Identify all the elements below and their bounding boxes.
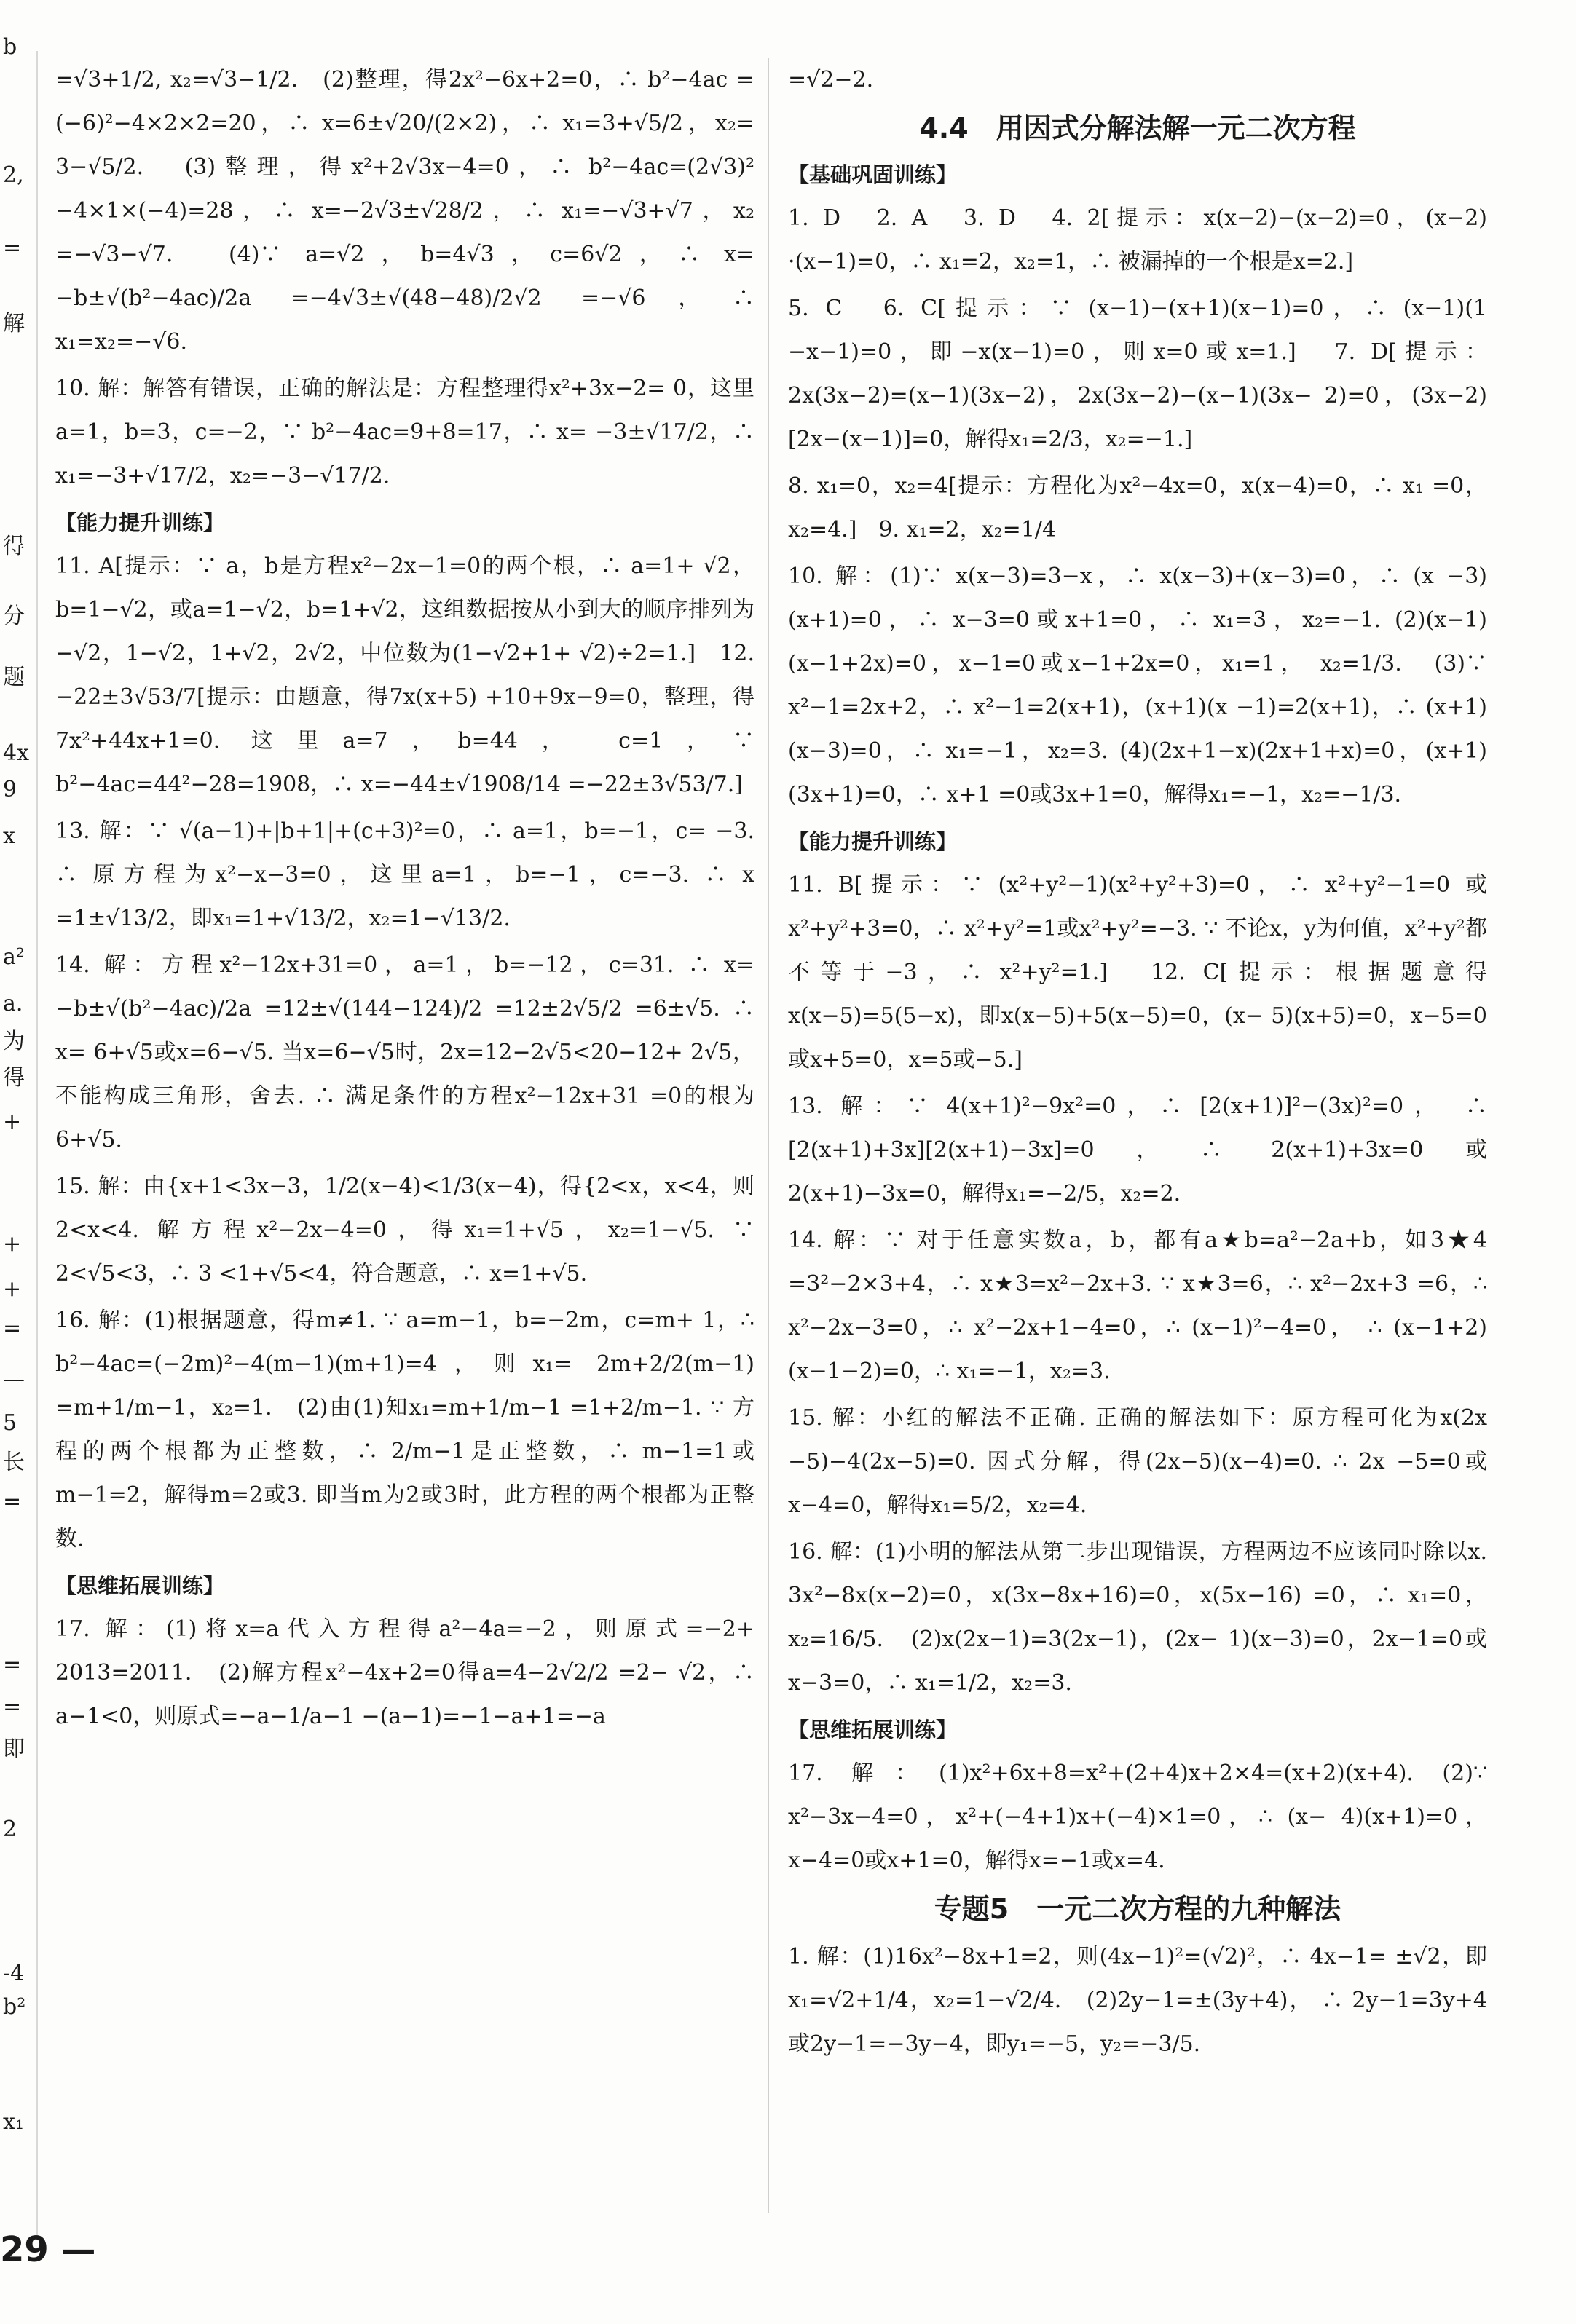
answer-11-12: 11. B[提示：∵ (x²+y²−1)(x²+y²+3)=0，∴ x²+y²−1=0 或x²+y²+3=0，∴ x²+y²=1或x²+y²=−3. ∵ 不论x，y为何值，x²+y²都不等于−3，∴ x²+y²=1.] 12. C[提示：根据题意得x(x−5)=5(5−x)，即x(x−5)+5(x−5)=0，(x− 5)(x+5)=0，x−5=0或x+5=0，x=5或−5.] xyxy=(788,872,1487,1072)
edge-fragment: 2 xyxy=(3,1817,17,1842)
section-heading-thinking: 【思维拓展训练】 xyxy=(788,1718,958,1742)
answer-10: 10. 解：(1)∵ x(x−3)=3−x，∴ x(x−3)+(x−3)=0，∴ (x −3)(x+1)=0，∴ x−3=0或x+1=0，∴ x₁=3，x₂=−1. (2)(x−1)(x−1+2x)=0，x−1=0或x−1+2x=0，x₁=1， x₂=1/3. (3)∵ x²−1=2x+2，∴ x²−1=2(x+1)，(x+1)(x −1)=2(x+1)，∴ (x+1)(x−3)=0，∴ x₁=−1，x₂=3. (4)(2x+1−x)(2x+1+x)=0，(x+1)(3x+1)=0，∴ x+1 =0或3x+1=0，解得x₁=−1，x₂=−1/3. xyxy=(788,564,1487,807)
answer-14: 14. 解：∵ 对于任意实数a，b，都有a★b=a²−2a+b，如3★4 =3²−2×3+4，∴ x★3=x²−2x+3. ∵ x★3=6，∴ x²−2x+3 =6，∴ x²−2x−3=0，∴ x²−2x+1−4=0，∴ (x−1)²−4=0， ∴ (x−1+2)(x−1−2)=0，∴ x₁=−1，x₂=3. xyxy=(788,1228,1487,1384)
answer-1-4: 1. D 2. A 3. D 4. 2[提示：x(x−2)−(x−2)=0，(x−2) ·(x−1)=0，∴ x₁=2，x₂=1，∴ 被漏掉的一个根是x=2.] xyxy=(788,205,1487,274)
edge-fragment: x₁ xyxy=(3,2109,24,2135)
answer-16: 16. 解：(1)根据题意，得m≠1. ∵ a=m−1，b=−2m，c=m+ 1，∴ b²−4ac=(−2m)²−4(m−1)(m+1)=4，则x₁= 2m+2/2(m−1) =m+1/m−1，x₂=1. (2)由(1)知x₁=m+1/m−1 =1+2/m−1. ∵ 方程的两个根都为正整数，∴ 2/m−1是正整数，∴ m−1=1或 m−1=2，解得m=2或3. 即当m为2或3时，此方程的两个根都为正整数. xyxy=(55,1308,754,1552)
edge-fragment: a² xyxy=(3,944,25,970)
edge-fragment: 9 xyxy=(3,777,17,802)
section-heading-ability: 【能力提升训练】 xyxy=(788,829,958,854)
answer-13: 13. 解：∵ √(a−1)+|b+1|+(c+3)²=0，∴ a=1，b=−1，c= −3. ∴ 原方程为x²−x−3=0，这里a=1，b=−1，c=−3. ∴ x =1±√13/2，即x₁=1+√13/2，x₂=1−√13/2. xyxy=(55,818,754,931)
edge-fragment: = xyxy=(3,1316,22,1341)
section-title-topic-5: 专题5 一元二次方程的九种解法 xyxy=(934,1893,1341,1925)
edge-fragment: 即 xyxy=(3,1736,25,1762)
edge-fragment: = xyxy=(3,235,22,261)
section-heading-basic: 【基础巩固训练】 xyxy=(788,162,958,187)
left-edge-fragments xyxy=(0,0,35,2242)
answer-8-9: 8. x₁=0，x₂=4[提示：方程化为x²−4x=0，x(x−4)=0，∴ x₁ =0，x₂=4.] 9. x₁=2，x₂=1/4 xyxy=(788,473,1487,542)
edge-fragment: 4x xyxy=(3,740,30,766)
answer-17: 17. 解：(1)x²+6x+8=x²+(2+4)x+2×4=(x+2)(x+4). (2)∵ x²−3x−4=0，x²+(−4+1)x+(−4)×1=0，∴ (x− 4)(x+1)=0，x−4=0或x+1=0，解得x=−1或x=4. xyxy=(788,1760,1487,1873)
section-heading-ability: 【能力提升训练】 xyxy=(55,510,225,535)
answer-11-12: 11. A[提示：∵ a，b是方程x²−2x−1=0的两个根，∴ a=1+ √2，b=1−√2，或a=1−√2，b=1+√2，这组数据按从小到大的顺序排列为−√2，1−√2，1+√2，2√2，中位数为(1−√2+1+ √2)÷2=1.] 12. −22±3√53/7[提示：由题意，得7x(x+5) +10+9x−9=0，整理，得7x²+44x+1=0. 这里a=7，b=44， c=1，∵ b²−4ac=44²−28=1908，∴ x=−44±√1908/14 =−22±3√53/7.] xyxy=(55,553,754,797)
edge-fragment: = xyxy=(3,1652,22,1677)
column-divider xyxy=(768,58,769,2213)
edge-fragment: -4 xyxy=(3,1961,25,1986)
edge-fragment: + xyxy=(3,1276,22,1302)
answer-10: 10. 解：解答有错误，正确的解法是：方程整理得x²+3x−2= 0，这里a=1，b=3，c=−2，∵ b²−4ac=9+8=17，∴ x= −3±√17/2，∴ x₁=−3+√17/2，x₂=−3−√17/2. xyxy=(55,376,754,489)
answer-5-7: 5. C 6. C[提示：∵ (x−1)−(x+1)(x−1)=0，∴ (x−1)(1 −x−1)=0，即−x(x−1)=0，则x=0或x=1.] 7. D[提示：2x(3x−2)=(x−1)(3x−2)，2x(3x−2)−(x−1)(3x− 2)=0，(3x−2)[2x−(x−1)]=0，解得x₁=2/3，x₂=−1.] xyxy=(788,296,1487,452)
section-heading-thinking: 【思维拓展训练】 xyxy=(55,1573,225,1598)
edge-fragment: b² xyxy=(3,1994,26,2020)
answer-16: 16. 解：(1)小明的解法从第二步出现错误，方程两边不应该同时除以x. 3x²−8x(x−2)=0，x(3x−8x+16)=0，x(5x−16) =0，∴ x₁=0，x₂=16/5. (2)x(2x−1)=3(2x−1)，(2x− 1)(x−3)=0，2x−1=0或x−3=0，∴ x₁=1/2，x₂=3. xyxy=(788,1539,1487,1696)
edge-fragment: 分 xyxy=(3,604,25,629)
edge-fragment: a. xyxy=(3,991,23,1016)
edge-fragment: = xyxy=(3,1694,22,1720)
answer-17: 17. 解：(1)将x=a代入方程得a²−4a=−2，则原式=−2+ 2013=2011. (2)解方程x²−4x+2=0得a=4−2√2/2 =2− √2，∴ a−1<0，则原式=−a−1/a−1 −(a−1)=−1−a+1=−a xyxy=(55,1616,754,1729)
edge-fragment: x xyxy=(3,823,15,849)
edge-fragment: 题 xyxy=(3,665,25,690)
edge-fragment: 长 xyxy=(3,1450,25,1475)
section-title-4-4: 4.4 用因式分解法解一元二次方程 xyxy=(919,112,1356,144)
edge-fragment: + xyxy=(3,1109,22,1134)
page-number: 29 — xyxy=(0,2229,96,2270)
answer-14: 14. 解：方程x²−12x+31=0，a=1，b=−12，c=31. ∴ x= −b±√(b²−4ac)/2a =12±√(144−124)/2 =12±2√5/2 =6±√5. ∴ x= 6+√5或x=6−√5. 当x=6−√5时，2x=12−2√5<20−12+ 2√5，不能构成三角形，舍去. ∴ 满足条件的方程x²−12x+31 =0的根为6+√5. xyxy=(55,952,754,1153)
edge-fragment: = xyxy=(3,1489,22,1514)
edge-fragment: + xyxy=(3,1231,22,1257)
left-column xyxy=(55,58,754,1742)
answer-9-continued: =√3+1/2, x₂=√3−1/2. (2)整理，得2x²−6x+2=0，∴ b²−4ac =(−6)²−4×2×2=20，∴ x=6±√20/(2×2)，∴ x₁=3+√5/2，x₂= 3−√5/2. (3)整理，得x²+2√3x−4=0，∴ b²−4ac=(2√3)² −4×1×(−4)=28，∴ x=−2√3±√28/2，∴ x₁=−√3+√7，x₂ =−√3−√7. (4)∵ a=√2，b=4√3，c=6√2，∴ x= −b±√(b²−4ac)/2a =−4√3±√(48−48)/2√2 =−√6，∴ x₁=x₂=−√6. xyxy=(55,67,754,355)
edge-fragment: 得 xyxy=(3,534,25,559)
edge-rule xyxy=(36,51,38,2235)
right-column xyxy=(788,58,1487,2069)
edge-fragment: — xyxy=(3,1367,25,1392)
edge-fragment: 得 xyxy=(3,1065,25,1091)
edge-fragment: b xyxy=(3,34,17,60)
answer-15: 15. 解：小红的解法不正确. 正确的解法如下：原方程可化为x(2x −5)−4(2x−5)=0. 因式分解，得(2x−5)(x−4)=0. ∴ 2x −5=0或x−4=0，解得x₁=5/2，x₂=4. xyxy=(788,1405,1487,1518)
edge-fragment: 2, xyxy=(3,162,24,188)
answer-13: 13. 解：∵ 4(x+1)²−9x²=0，∴ [2(x+1)]²−(3x)²=0， ∴ [2(x+1)+3x][2(x+1)−3x]=0，∴ 2(x+1)+3x=0或 2(x+1)−3x=0，解得x₁=−2/5，x₂=2. xyxy=(788,1094,1487,1206)
answer-15: 15. 解：由{x+1<3x−3，1/2(x−4)<1/3(x−4)，得{2<x，x<4，则2<x<4. 解方程x²−2x−4=0，得x₁=1+√5，x₂=1−√5. ∵ 2<√5<3，∴ 3 <1+√5<4，符合题意，∴ x=1+√5. xyxy=(55,1174,754,1286)
edge-fragment: 为 xyxy=(3,1029,25,1054)
answer-17-continued: =√2−2. xyxy=(788,67,874,92)
edge-fragment: 解 xyxy=(3,311,25,336)
edge-fragment: 5 xyxy=(3,1410,17,1436)
topic-5-answer-1: 1. 解：(1)16x²−8x+1=2，则(4x−1)²=(√2)²，∴ 4x−1= ±√2，即x₁=√2+1/4，x₂=1−√2/4. (2)2y−1=±(3y+4)， ∴ 2y−1=3y+4或2y−1=−3y−4，即y₁=−5，y₂=−3/5. xyxy=(788,1944,1487,2057)
